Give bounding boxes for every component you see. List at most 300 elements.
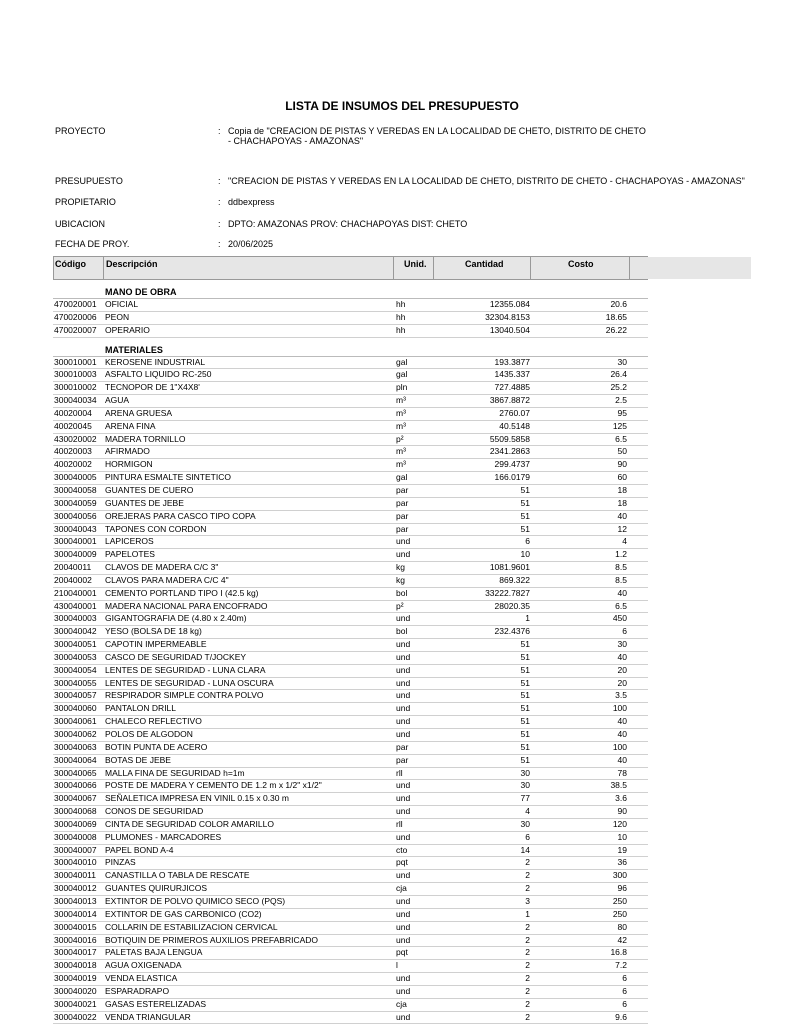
- cell-cost: 40: [617, 510, 627, 521]
- table-row: [53, 601, 648, 614]
- cell-quantity: 2: [525, 985, 530, 996]
- cell-description: MALLA FINA DE SEGURIDAD h=1m: [105, 767, 245, 778]
- cell-quantity: 51: [520, 754, 530, 765]
- cell-description: ARENA GRUESA: [105, 407, 173, 418]
- cell-cost: 26.4: [610, 369, 627, 380]
- table-row: [53, 459, 648, 472]
- table-row: [53, 845, 648, 858]
- cell-description: ASFALTO LIQUIDO RC-250: [105, 369, 212, 380]
- cell-cost: 100: [612, 703, 627, 714]
- cell-cost: 2.5: [615, 395, 627, 406]
- table-row: [53, 575, 648, 588]
- table-row: [53, 986, 648, 999]
- table-row: [53, 549, 648, 562]
- cell-description: BOTIN PUNTA DE ACERO: [105, 741, 208, 752]
- cell-quantity: 2341.2863: [489, 446, 530, 457]
- cell-cost: 38.5: [610, 780, 627, 791]
- cell-code: 300040058: [54, 484, 97, 495]
- cell-quantity: 2: [525, 1011, 530, 1022]
- cell-quantity: 30: [520, 780, 530, 791]
- table-row: [53, 498, 648, 511]
- cell-unit: par: [396, 497, 409, 508]
- cell-description: EXTINTOR DE GAS CARBONICO (CO2): [105, 908, 262, 919]
- table-row: [53, 524, 648, 537]
- cell-code: 430020002: [54, 433, 97, 444]
- cell-unit: und: [396, 549, 411, 560]
- cell-unit: bol: [396, 587, 408, 598]
- cell-unit: und: [396, 985, 411, 996]
- cell-description: PEON: [105, 311, 130, 322]
- table-header: [53, 256, 648, 280]
- table-row: [53, 703, 648, 716]
- cell-description: PLUMONES - MARCADORES: [105, 831, 222, 842]
- cell-description: CLAVOS PARA MADERA C/C 4": [105, 574, 229, 585]
- cell-quantity: 232.4376: [494, 626, 530, 637]
- cell-description: MADERA TORNILLO: [105, 433, 186, 444]
- cell-description: KEROSENE INDUSTRIAL: [105, 356, 206, 367]
- cell-quantity: 51: [520, 484, 530, 495]
- cell-unit: und: [396, 870, 411, 881]
- cell-unit: m³: [396, 459, 406, 470]
- table-row: [53, 382, 648, 395]
- table-row: [53, 665, 648, 678]
- cell-code: 300040010: [54, 857, 97, 868]
- table-row: [53, 896, 648, 909]
- cell-quantity: 51: [520, 677, 530, 688]
- cell-cost: 78: [617, 767, 627, 778]
- cell-quantity: 6: [525, 831, 530, 842]
- cell-quantity: 299.4737: [494, 459, 530, 470]
- colon: :: [218, 239, 221, 249]
- table-row: [53, 793, 648, 806]
- cell-unit: p²: [396, 600, 404, 611]
- cell-description: OPERARIO: [105, 324, 150, 335]
- cell-code: 20040002: [54, 574, 92, 585]
- colon: :: [218, 219, 221, 229]
- cell-code: 300040064: [54, 754, 97, 765]
- cell-description: BOTAS DE JEBE: [105, 754, 171, 765]
- cell-quantity: 30: [520, 767, 530, 778]
- cell-quantity: 3: [525, 895, 530, 906]
- cell-description: GUANTES DE JEBE: [105, 497, 184, 508]
- table-row: [53, 652, 648, 665]
- cell-code: 300040016: [54, 934, 97, 945]
- cell-description: AGUA OXIGENADA: [105, 960, 182, 971]
- cell-cost: 80: [617, 921, 627, 932]
- cell-cost: 450: [612, 613, 627, 624]
- cell-code: 20040011: [54, 562, 92, 573]
- table-row: [53, 780, 648, 793]
- table-row: [53, 485, 648, 498]
- cell-cost: 20: [617, 664, 627, 675]
- cell-description: TAPONES CON CORDON: [105, 523, 207, 534]
- cell-unit: cja: [396, 883, 407, 894]
- cell-unit: und: [396, 793, 411, 804]
- cell-code: 300010003: [54, 369, 97, 380]
- cell-unit: und: [396, 651, 411, 662]
- cell-cost: 36: [617, 857, 627, 868]
- cell-unit: rll: [396, 818, 403, 829]
- cell-description: SEÑALETICA IMPRESA EN VINIL 0.15 x 0.30 m: [105, 793, 289, 804]
- cell-quantity: 2: [525, 973, 530, 984]
- cell-unit: par: [396, 523, 409, 534]
- cell-unit: und: [396, 677, 411, 688]
- cell-quantity: 193.3877: [494, 356, 530, 367]
- cell-quantity: 2: [525, 921, 530, 932]
- cell-code: 300010002: [54, 382, 97, 393]
- cell-code: 300040012: [54, 883, 97, 894]
- cell-unit: hh: [396, 324, 406, 335]
- cell-code: 300040022: [54, 1011, 97, 1022]
- colon: :: [218, 176, 221, 186]
- cell-unit: pqt: [396, 947, 408, 958]
- cell-cost: 18: [617, 497, 627, 508]
- table-row: [53, 588, 648, 601]
- cell-unit: m³: [396, 395, 406, 406]
- cell-cost: 96: [617, 883, 627, 894]
- cell-unit: und: [396, 690, 411, 701]
- cell-unit: und: [396, 716, 411, 727]
- cell-unit: m³: [396, 420, 406, 431]
- cell-quantity: 1: [525, 908, 530, 919]
- fecha-label: FECHA DE PROY.: [55, 239, 130, 249]
- cell-description: PINZAS: [105, 857, 136, 868]
- cell-code: 300040020: [54, 985, 97, 996]
- cell-description: OREJERAS PARA CASCO TIPO COPA: [105, 510, 256, 521]
- table-row: [53, 857, 648, 870]
- cell-code: 300040067: [54, 793, 97, 804]
- cell-unit: par: [396, 510, 409, 521]
- cell-quantity: 10: [520, 549, 530, 560]
- cell-description: LENTES DE SEGURIDAD - LUNA CLARA: [105, 664, 266, 675]
- cell-code: 470020006: [54, 311, 97, 322]
- cell-cost: 3.5: [615, 690, 627, 701]
- table-row: [53, 369, 648, 382]
- cell-unit: und: [396, 703, 411, 714]
- table-row: [53, 472, 648, 485]
- table-row: [53, 883, 648, 896]
- cell-quantity: 51: [520, 639, 530, 650]
- cell-unit: kg: [396, 574, 405, 585]
- table-row: [53, 870, 648, 883]
- cell-quantity: 12355.084: [489, 299, 530, 309]
- section-title: MANO DE OBRA: [105, 287, 177, 297]
- cell-unit: cto: [396, 844, 408, 855]
- cell-description: GIGANTOGRAFIA DE (4.80 x 2.40m): [105, 613, 247, 624]
- presupuesto-value: "CREACION DE PISTAS Y VEREDAS EN LA LOCALIDAD DE CHETO, DISTRITO DE CHETO - CHACHAPOYAS - AMAZONAS": [228, 176, 745, 186]
- cell-quantity: 2: [525, 998, 530, 1009]
- cell-code: 300040005: [54, 472, 97, 483]
- cell-code: 300040065: [54, 767, 97, 778]
- cell-unit: und: [396, 536, 411, 547]
- table-row: [53, 325, 648, 338]
- cell-cost: 60: [617, 472, 627, 483]
- cell-code: 300040017: [54, 947, 97, 958]
- cell-quantity: 13040.504: [489, 324, 530, 335]
- cell-code: 470020001: [54, 299, 97, 309]
- cell-unit: und: [396, 664, 411, 675]
- table-row: [53, 922, 648, 935]
- cell-code: 300040019: [54, 973, 97, 984]
- cell-cost: 50: [617, 446, 627, 457]
- insumos-table: [53, 256, 648, 1024]
- cell-code: 210040001: [54, 587, 97, 598]
- cell-code: 300040066: [54, 780, 97, 791]
- cell-unit: hh: [396, 299, 406, 309]
- table-row: [53, 446, 648, 459]
- cell-unit: gal: [396, 369, 408, 380]
- cell-cost: 250: [612, 895, 627, 906]
- cell-code: 300040007: [54, 844, 97, 855]
- cell-unit: hh: [396, 311, 406, 322]
- cell-code: 430040001: [54, 600, 97, 611]
- cell-code: 300040055: [54, 677, 97, 688]
- cell-quantity: 2: [525, 870, 530, 881]
- cell-cost: 3.6: [615, 793, 627, 804]
- table-row: [53, 909, 648, 922]
- cell-unit: und: [396, 639, 411, 650]
- cell-cost: 6.5: [615, 600, 627, 611]
- cell-cost: 90: [617, 806, 627, 817]
- cell-unit: pln: [396, 382, 408, 393]
- cell-code: 300040061: [54, 716, 97, 727]
- proyecto-value: Copia de "CREACION DE PISTAS Y VEREDAS EN LA LOCALIDAD DE CHETO, DISTRITO DE CHETO - CHACHAPOYAS - AMAZONAS": [228, 126, 646, 146]
- cell-description: POLOS DE ALGODON: [105, 729, 193, 739]
- cell-quantity: 727.4885: [494, 382, 530, 393]
- cell-unit: und: [396, 806, 411, 817]
- cell-code: 300040063: [54, 741, 97, 752]
- col-desc-header: Descripción: [106, 259, 158, 269]
- cell-cost: 30: [617, 639, 627, 650]
- table-row: [53, 408, 648, 421]
- cell-description: PAPEL BOND A-4: [105, 844, 174, 855]
- cell-unit: und: [396, 729, 411, 739]
- cell-cost: 10: [617, 831, 627, 842]
- cell-cost: 20: [617, 677, 627, 688]
- col-qty-header: Cantidad: [465, 259, 504, 269]
- cell-unit: p²: [396, 433, 404, 444]
- cell-description: POSTE DE MADERA Y CEMENTO DE 1.2 m x 1/2" x1/2": [105, 780, 322, 791]
- cell-quantity: 51: [520, 497, 530, 508]
- cell-quantity: 51: [520, 690, 530, 701]
- cell-quantity: 2: [525, 960, 530, 971]
- cell-description: CLAVOS DE MADERA C/C 3": [105, 562, 219, 573]
- cell-description: CASCO DE SEGURIDAD T/JOCKEY: [105, 651, 247, 662]
- cell-description: AGUA: [105, 395, 130, 406]
- cell-unit: und: [396, 934, 411, 945]
- cell-unit: m³: [396, 446, 406, 457]
- cell-cost: 6: [622, 626, 627, 637]
- cell-quantity: 33222.7827: [485, 587, 530, 598]
- cell-unit: und: [396, 613, 411, 624]
- cell-quantity: 77: [520, 793, 530, 804]
- cell-unit: und: [396, 908, 411, 919]
- cell-quantity: 51: [520, 510, 530, 521]
- cell-description: GUANTES QUIRURJICOS: [105, 883, 208, 894]
- cell-quantity: 869.322: [499, 574, 530, 585]
- cell-quantity: 1081.9601: [489, 562, 530, 573]
- cell-cost: 42: [617, 934, 627, 945]
- proyecto-label: PROYECTO: [55, 126, 106, 136]
- cell-code: 40020004: [54, 407, 92, 418]
- cell-code: 300040054: [54, 664, 97, 675]
- cell-unit: und: [396, 973, 411, 984]
- cell-description: CANASTILLA O TABLA DE RESCATE: [105, 870, 250, 881]
- table-row: [53, 755, 648, 768]
- cell-quantity: 32304.8153: [485, 311, 530, 322]
- cell-cost: 26.22: [605, 324, 627, 335]
- cell-code: 40020002: [54, 459, 92, 470]
- cell-quantity: 6: [525, 536, 530, 547]
- cell-cost: 30: [617, 356, 627, 367]
- cell-cost: 40: [617, 729, 627, 739]
- cell-description: HORMIGON: [105, 459, 153, 470]
- cell-code: 300040003: [54, 613, 97, 624]
- cell-cost: 250: [612, 908, 627, 919]
- cell-description: CONOS DE SEGURIDAD: [105, 806, 204, 817]
- cell-description: LENTES DE SEGURIDAD - LUNA OSCURA: [105, 677, 274, 688]
- cell-description: PAPELOTES: [105, 549, 155, 560]
- table-row: [53, 742, 648, 755]
- cell-code: 300040057: [54, 690, 97, 701]
- table-row: [53, 960, 648, 973]
- table-body: [53, 285, 648, 1024]
- cell-cost: 40: [617, 587, 627, 598]
- cell-unit: und: [396, 1011, 411, 1022]
- propietario-label: PROPIETARIO: [55, 197, 116, 207]
- cell-cost: 9.6: [615, 1011, 627, 1022]
- cell-unit: und: [396, 831, 411, 842]
- cell-code: 300040069: [54, 818, 97, 829]
- cell-code: 300040008: [54, 831, 97, 842]
- table-row: [53, 716, 648, 729]
- table-row: [53, 947, 648, 960]
- cell-quantity: 51: [520, 523, 530, 534]
- cell-description: PINTURA ESMALTE SINTETICO: [105, 472, 231, 483]
- page-title: LISTA DE INSUMOS DEL PRESUPUESTO: [285, 99, 519, 113]
- cell-code: 300040053: [54, 651, 97, 662]
- table-row: [53, 395, 648, 408]
- cell-code: 300040043: [54, 523, 97, 534]
- cell-description: CEMENTO PORTLAND TIPO I (42.5 kg): [105, 587, 259, 598]
- cell-cost: 8.5: [615, 562, 627, 573]
- cell-code: 300040015: [54, 921, 97, 932]
- cell-quantity: 2: [525, 883, 530, 894]
- col-unit-header: Unid.: [404, 259, 427, 269]
- cell-code: 300040068: [54, 806, 97, 817]
- table-row: [53, 935, 648, 948]
- cell-code: 300040062: [54, 729, 97, 739]
- colon: :: [218, 197, 221, 207]
- cell-description: GUANTES DE CUERO: [105, 484, 194, 495]
- cell-unit: par: [396, 754, 409, 765]
- cell-description: PALETAS BAJA LENGUA: [105, 947, 203, 958]
- cell-code: 300040018: [54, 960, 97, 971]
- cell-cost: 90: [617, 459, 627, 470]
- cell-cost: 100: [612, 741, 627, 752]
- table-row: [53, 613, 648, 626]
- cell-description: PANTALON DRILL: [105, 703, 177, 714]
- table-row: [53, 690, 648, 703]
- col-code-header: Código: [55, 259, 86, 269]
- cell-code: 300040056: [54, 510, 97, 521]
- cell-description: TECNOPOR DE 1"X4X8': [105, 382, 200, 393]
- cell-unit: cja: [396, 998, 407, 1009]
- cell-unit: gal: [396, 472, 408, 483]
- table-row: [53, 639, 648, 652]
- cell-description: MADERA NACIONAL PARA ENCOFRADO: [105, 600, 268, 611]
- cell-code: 300040042: [54, 626, 97, 637]
- cell-description: BOTIQUIN DE PRIMEROS AUXILIOS PREFABRICADO: [105, 934, 319, 945]
- cell-quantity: 40.5148: [499, 420, 530, 431]
- cell-code: 300040059: [54, 497, 97, 508]
- cell-unit: gal: [396, 356, 408, 367]
- table-row: [53, 626, 648, 639]
- cell-cost: 4: [622, 536, 627, 547]
- cell-description: OFICIAL: [105, 299, 139, 309]
- cell-unit: m³: [396, 407, 406, 418]
- cell-quantity: 5509.5858: [489, 433, 530, 444]
- fecha-value: 20/06/2025: [228, 239, 274, 249]
- cell-description: YESO (BOLSA DE 18 kg): [105, 626, 202, 637]
- cell-unit: bol: [396, 626, 408, 637]
- cell-unit: und: [396, 895, 411, 906]
- cell-cost: 40: [617, 651, 627, 662]
- cell-unit: par: [396, 741, 409, 752]
- table-row: [53, 678, 648, 691]
- cell-code: 300040009: [54, 549, 97, 560]
- cell-cost: 6: [622, 985, 627, 996]
- table-row: [53, 421, 648, 434]
- cell-code: 300040013: [54, 895, 97, 906]
- section-header: [53, 343, 648, 357]
- cell-code: 40020045: [54, 420, 92, 431]
- cell-unit: par: [396, 484, 409, 495]
- cell-cost: 125: [612, 420, 627, 431]
- cell-description: GASAS ESTERELIZADAS: [105, 998, 207, 1009]
- cell-unit: und: [396, 780, 411, 791]
- cell-quantity: 51: [520, 651, 530, 662]
- cell-cost: 25.2: [610, 382, 627, 393]
- cell-code: 40020003: [54, 446, 92, 457]
- table-row: [53, 299, 648, 312]
- cell-code: 300010001: [54, 356, 97, 367]
- cell-cost: 1.2: [615, 549, 627, 560]
- cell-code: 300040011: [54, 870, 96, 881]
- table-row: [53, 312, 648, 325]
- cell-quantity: 166.0179: [494, 472, 530, 483]
- table-row: [53, 511, 648, 524]
- cell-cost: 12: [617, 523, 627, 534]
- cell-code: 300040021: [54, 998, 97, 1009]
- cell-cost: 40: [617, 754, 627, 765]
- cell-description: AFIRMADO: [105, 446, 150, 457]
- cell-quantity: 2: [525, 934, 530, 945]
- cell-code: 300040060: [54, 703, 97, 714]
- section-title: MATERIALES: [105, 344, 163, 355]
- cell-cost: 300: [612, 870, 627, 881]
- cell-description: LAPICEROS: [105, 536, 154, 547]
- table-row: [53, 806, 648, 819]
- cell-cost: 19: [617, 844, 627, 855]
- cell-code: 300040034: [54, 395, 97, 406]
- cell-quantity: 51: [520, 703, 530, 714]
- cell-quantity: 2: [525, 947, 530, 958]
- cell-code: 300040051: [54, 639, 97, 650]
- table-row: [53, 832, 648, 845]
- table-row: [53, 973, 648, 986]
- table-row: [53, 768, 648, 781]
